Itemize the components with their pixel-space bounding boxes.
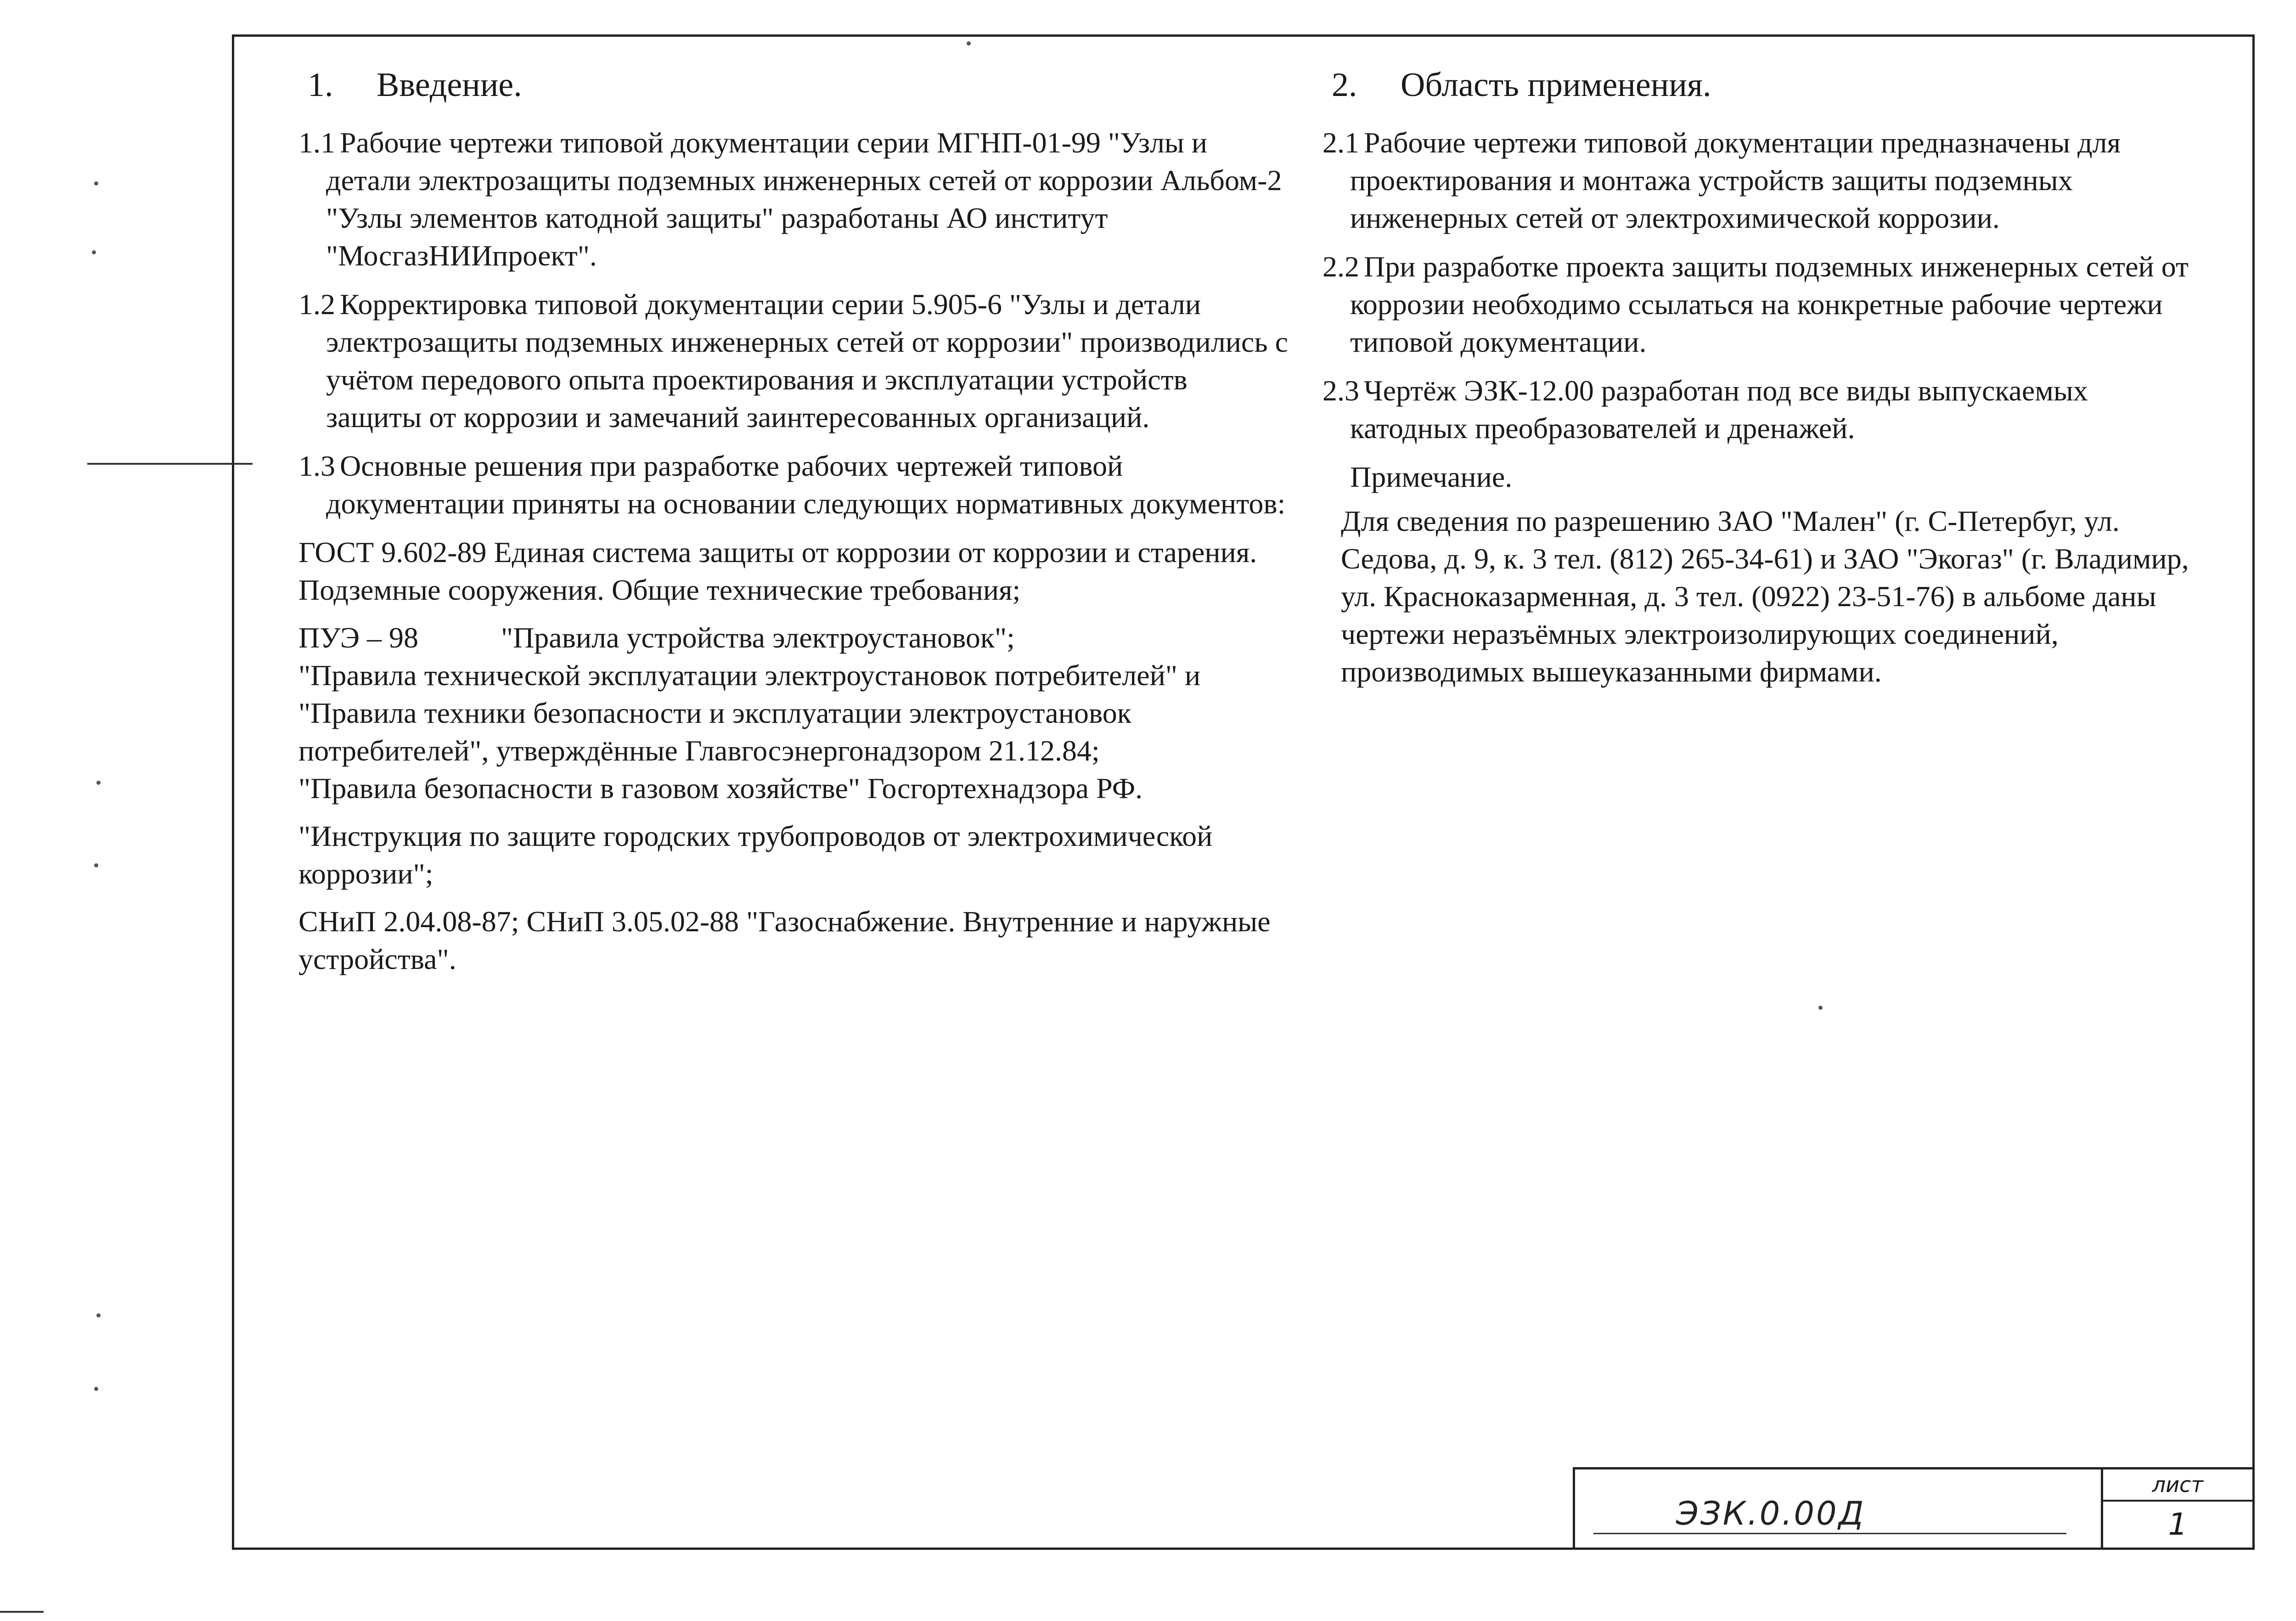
scan-dot [96,781,101,785]
clause-1-2 [298,286,1290,436]
scan-dot [94,1387,98,1391]
ref-gost: ГОСТ 9.602-89 Единая система защиты от коррозии от коррозии и старения. Подземные сооружения. Общие технические требования; [298,536,1257,606]
clause-number: 1.1 [298,126,335,159]
clause-text: Рабочие чертежи типовой документации серии МГНП-01-99 "Узлы и детали электрозащиты подземных инженерных сетей от коррозии Альбом-2 "Узлы элементов катодной защиты" разработаны АО институт "МосгазНИИпроект". [326,126,1282,272]
ref-pue-block [298,619,1290,807]
drawing-code-underline [1593,1533,2066,1534]
title-block-stamp [1573,1467,2252,1550]
sheet-label: лист [2103,1469,2252,1502]
sheet-cell [2101,1469,2252,1550]
section-1-title: Введение. [377,66,522,104]
scan-dot [96,1313,101,1317]
scan-dot [967,41,971,45]
ref-snip: СНиП 2.04.08-87; СНиП 3.05.02-88 "Газоснабжение. Внутренние и наружные устройства". [298,905,1271,975]
clause-text: Основные решения при разработке рабочих чертежей типовой документации приняты на основании следующих нормативных документов: [326,450,1286,520]
ref-instruction: "Инструкция по защите городских трубопроводов от электрохимической коррозии"; [298,820,1213,890]
clause-1-1 [298,124,1290,275]
scan-dot [1818,1006,1823,1010]
scan-line-artifact [87,463,253,465]
section-2-title: Область применения. [1401,66,1711,104]
clause-number: 2.3 [1322,374,1359,407]
clause-text: Рабочие чертежи типовой документации предназначены для проектирования и монтажа устройств защиты подземных инженерных сетей от электрохимической коррозии. [1350,126,2121,234]
clause-number: 1.2 [298,288,335,321]
clause-1-3 [298,447,1290,523]
section-1-heading [308,64,1290,106]
ref-pue-title: "Правила устройства электроустановок"; [501,621,1015,654]
scan-dot [94,863,98,867]
ref-pue-code: ПУЭ – 98 [298,621,418,654]
clause-number: 2.2 [1322,250,1359,283]
note-label: Примечание. [1350,461,1513,493]
clause-number: 1.3 [298,450,335,482]
clause-2-1 [1322,124,2209,237]
drawing-code: ЭЗК.0.00Д [1676,1495,1866,1532]
scan-line-artifact [0,1611,44,1613]
section-1-number: 1. [308,66,333,104]
ref-ptr-part1: "Правила технической эксплуатации электроустановок потребителей" и "Правила техники безопасности и эксплуатации электроустановок потребителей", утверждённые Главгосэнергонадзором 21.12.84; [298,659,1201,767]
scan-dot [94,181,98,186]
sheet-number: 1 [2168,1507,2188,1542]
ref-ptr-part2: "Правила безопасности в газовом хозяйстве" Госгортехнадзора РФ. [298,772,1143,805]
section-2-number: 2. [1332,66,1357,104]
note-text: Для сведения по разрешению ЗАО "Мален" (г. С-Петербуг, ул. Седова, д. 9, к. 3 тел. (812) 265-34-61) и ЗАО "Экогаз" (г. Владимир, ул. Красноказарменная, д. 3 тел. (0922) 23-51-76) в альбоме даны чертежи неразъёмных электроизолирующих соединений, производимых вышеуказанными фирмами. [1341,505,2189,688]
clause-text: При разработке проекта защиты подземных инженерных сетей от коррозии необходимо ссылаться на конкретные рабочие чертежи типовой документации. [1350,250,2189,358]
section-2-heading [1332,64,2209,106]
scan-dot [92,250,96,254]
section-introduction [298,64,1290,988]
clause-2-3 [1322,372,2209,447]
clause-2-2 [1322,248,2209,361]
clause-number: 2.1 [1322,126,1359,159]
section-scope [1322,64,2209,691]
clause-text: Чертёж ЭЗК-12.00 разработан под все виды выпускаемых катодных преобразователей и дренажей. [1350,374,2088,445]
clause-text: Корректировка типовой документации серии 5.905-6 "Узлы и детали электрозащиты подземных инженерных сетей от коррозии" производились с учётом передового опыта проектирования и эксплуатации устройств защиты от коррозии и замечаний заинтересованных организаций. [326,288,1289,433]
